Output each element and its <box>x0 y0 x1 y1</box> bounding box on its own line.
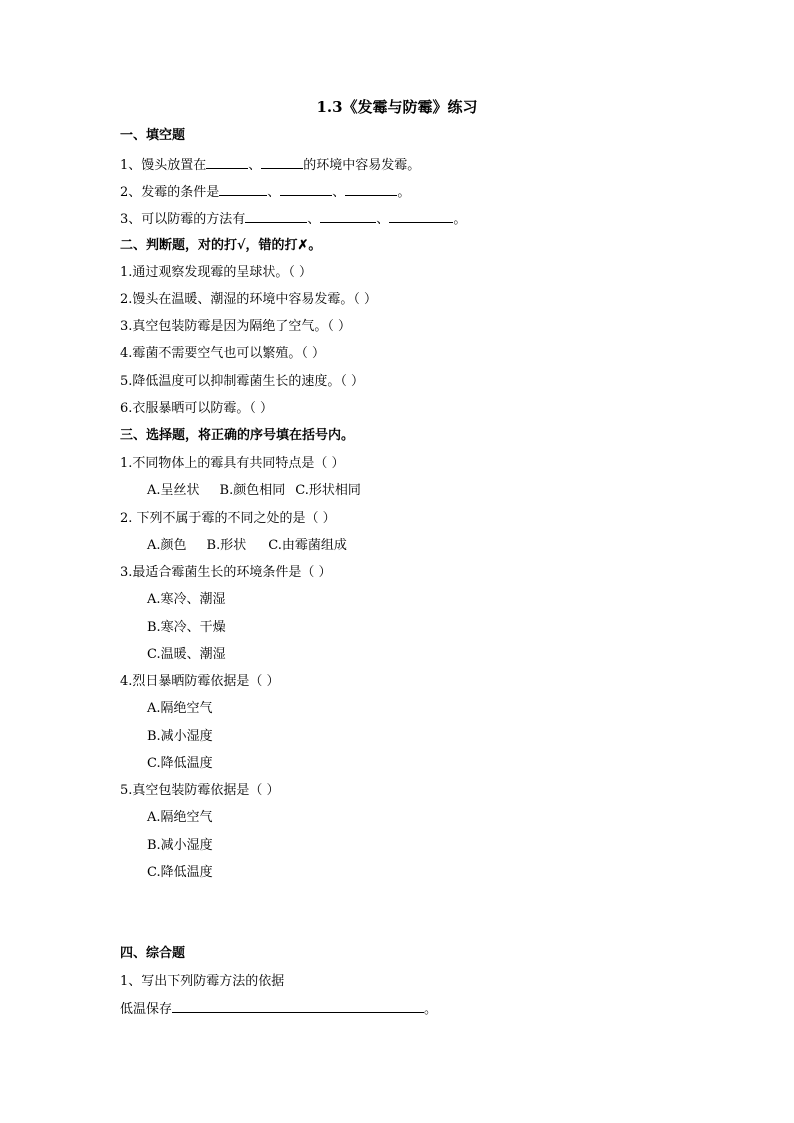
choice-q5-option-a: A.隔绝空气 <box>147 810 213 825</box>
choice-q3-option-a: A.寒冷、潮湿 <box>147 592 226 607</box>
fill-q2-sep-2: 、 <box>332 185 346 200</box>
fill-q1-text-a: 1、馒头放置在 <box>120 158 207 173</box>
choice-q4-option-c: C.降低温度 <box>147 756 213 771</box>
fill-q2-text-a: 2、发霉的条件是 <box>120 185 220 200</box>
judge-item-3: 3.真空包装防霉是因为隔绝了空气。（ ） <box>120 319 352 334</box>
fill-question-3 <box>120 210 466 229</box>
fill-q1-blank-1[interactable] <box>206 156 248 169</box>
choice-q1-option-c: C.形状相同 <box>295 483 361 498</box>
fill-q1-sep: 、 <box>248 158 262 173</box>
judge-item-1: 1.通过观察发现霉的呈球状。（ ） <box>120 265 313 280</box>
choice-q5-option-b: B.减小湿度 <box>147 838 213 853</box>
choice-q3-option-c: C.温暖、潮湿 <box>147 647 226 662</box>
judge-item-5: 5.降低温度可以抑制霉菌生长的速度。（ ） <box>120 374 365 389</box>
choice-q5-option-c: C.降低温度 <box>147 865 213 880</box>
fill-q3-blank-3[interactable] <box>389 210 453 223</box>
fill-q2-end: 。 <box>397 185 411 200</box>
fill-q2-blank-3[interactable] <box>345 183 397 196</box>
choice-q4-option-b: B.减小湿度 <box>147 729 213 744</box>
comprehensive-fill-blank[interactable] <box>172 1000 424 1013</box>
comprehensive-fill <box>120 1000 437 1019</box>
judge-item-2: 2.馒头在温暖、潮湿的环境中容易发霉。（ ） <box>120 292 378 307</box>
choice-q1-option-b: B.颜色相同 <box>219 483 286 498</box>
fill-question-1 <box>120 156 420 175</box>
choice-q1-options <box>147 482 381 500</box>
judge-item-6: 6.衣服暴晒可以防霉。（ ） <box>120 401 274 416</box>
comprehensive-fill-end: 。 <box>424 1002 438 1017</box>
choice-q3-option-b: B.寒冷、干燥 <box>147 620 226 635</box>
choice-q2-stem: 2. 下列不属于霉的不同之处的是（ ） <box>120 511 336 526</box>
choice-q2-options <box>147 537 367 555</box>
choice-q4-stem: 4.烈日暴晒防霉依据是（ ） <box>120 674 280 689</box>
choice-q1-stem: 1.不同物体上的霉具有共同特点是（ ） <box>120 456 345 471</box>
choice-q4-option-a: A.隔绝空气 <box>147 701 213 716</box>
fill-question-2 <box>120 183 410 202</box>
judge-item-4: 4.霉菌不需要空气也可以繁殖。（ ） <box>120 346 326 361</box>
fill-q2-blank-1[interactable] <box>219 183 267 196</box>
choice-q5-stem: 5.真空包装防霉依据是（ ） <box>120 783 280 798</box>
fill-q3-sep-1: 、 <box>307 212 321 227</box>
section2-heading: 二、判断题，对的打√，错的打✗。 <box>120 238 322 253</box>
fill-q2-sep-1: 、 <box>267 185 281 200</box>
fill-q1-blank-2[interactable] <box>261 156 303 169</box>
choice-q3-stem: 3.最适合霉菌生长的环境条件是（ ） <box>120 565 332 580</box>
fill-label-low-temp: 低温保存 <box>120 1002 173 1017</box>
section4-heading: 四、综合题 <box>120 946 186 961</box>
fill-q3-end: 。 <box>453 212 467 227</box>
choice-q1-option-a: A.呈丝状 <box>147 483 200 498</box>
page-title: 1.3《发霉与防霉》练习 <box>316 98 478 116</box>
choice-q2-option-c: C.由霉菌组成 <box>268 538 347 553</box>
choice-q2-option-a: A.颜色 <box>147 538 187 553</box>
fill-q3-blank-2[interactable] <box>320 210 376 223</box>
fill-q2-blank-2[interactable] <box>280 183 332 196</box>
fill-q3-text-a: 3、可以防霉的方法有 <box>120 212 246 227</box>
fill-q3-sep-2: 、 <box>376 212 390 227</box>
choice-q2-option-b: B.形状 <box>206 538 247 553</box>
fill-q1-text-b: 的环境中容易发霉。 <box>303 158 421 173</box>
section3-heading: 三、选择题，将正确的序号填在括号内。 <box>120 428 355 443</box>
comprehensive-q1: 1、写出下列防霉方法的依据 <box>120 974 285 989</box>
section1-heading: 一、填空题 <box>120 128 186 143</box>
fill-q3-blank-1[interactable] <box>245 210 307 223</box>
